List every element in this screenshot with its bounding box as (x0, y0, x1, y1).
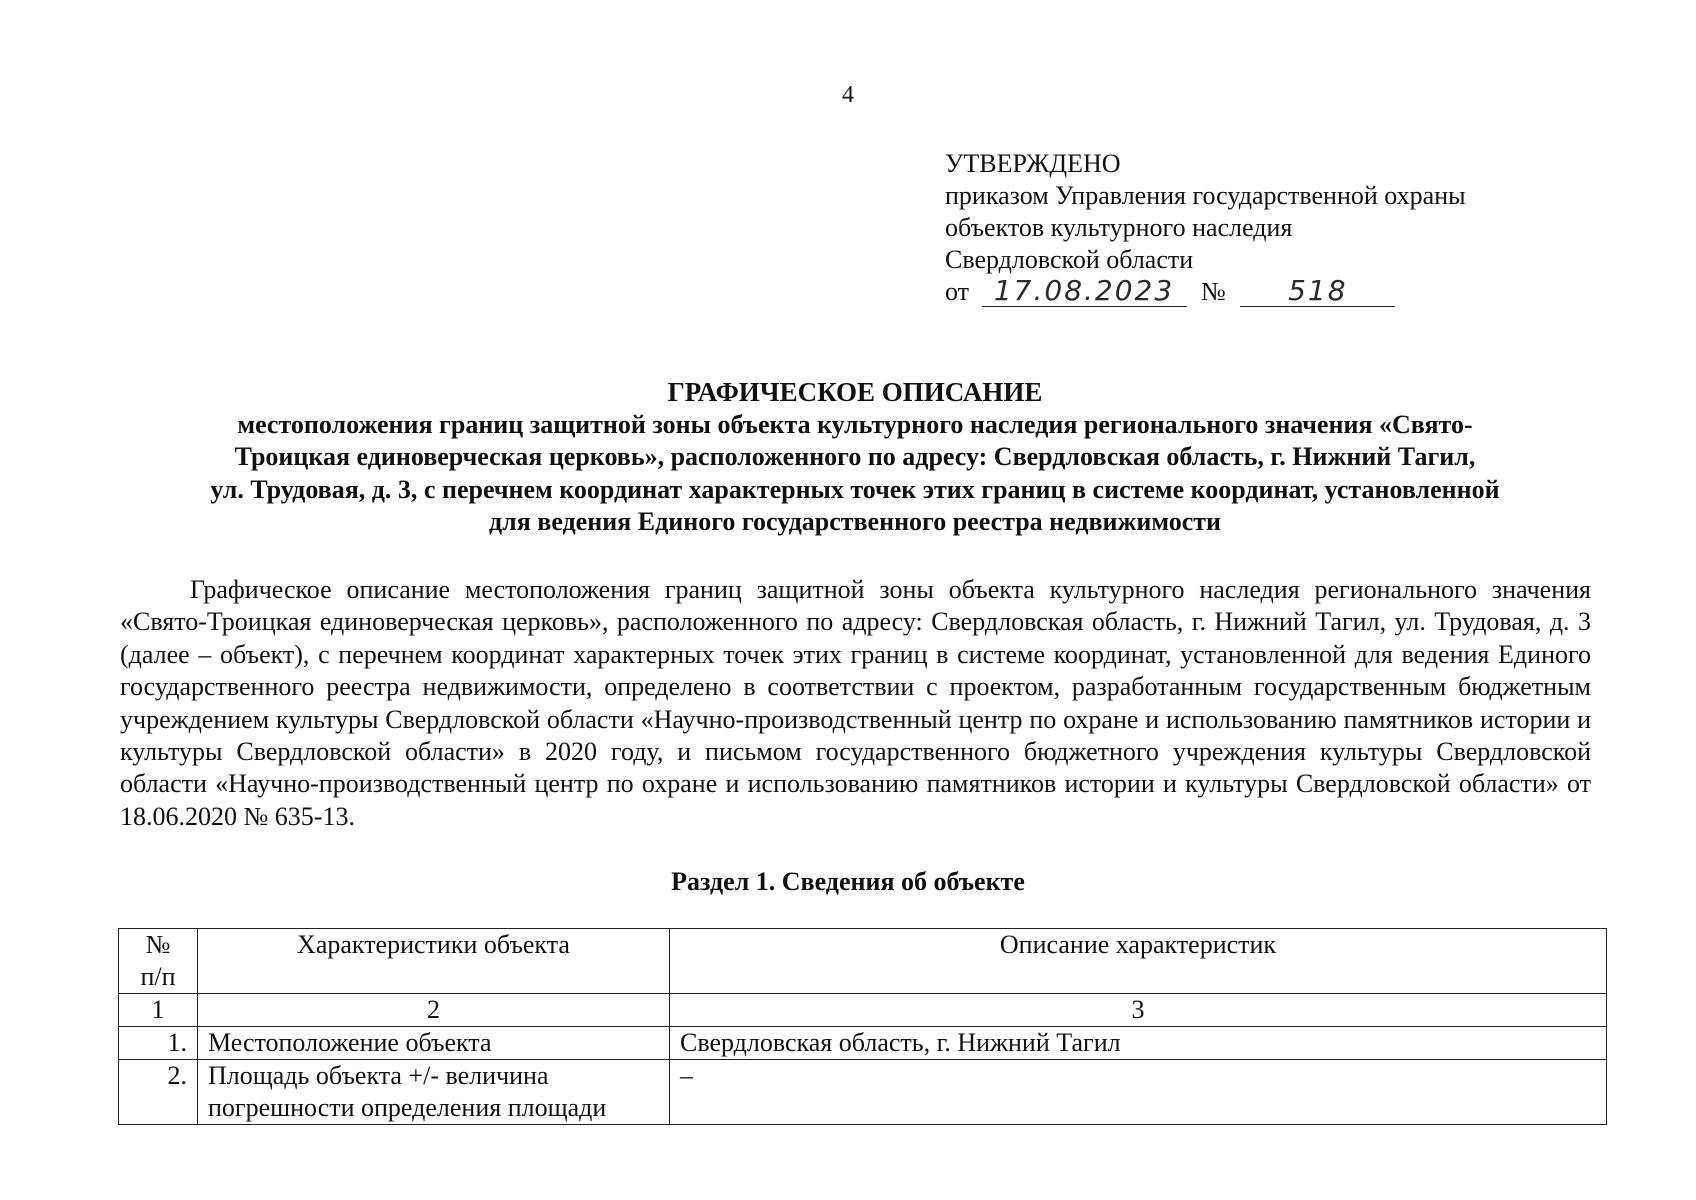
numbering-cell-2: 2 (198, 994, 670, 1027)
title-main: ГРАФИЧЕСКОЕ ОПИСАНИЕ (667, 377, 1043, 407)
approval-line-2: объектов культурного наследия (945, 213, 1293, 242)
table-row (119, 1060, 1607, 1125)
table-header-row (119, 929, 1607, 994)
header-cell-description: Описание характеристик (670, 929, 1607, 994)
title-line-3: ул. Трудовая, д. 3, с перечнем координат характерных точек этих границ в системе координат, установленной (210, 474, 1500, 504)
page-number: 4 (842, 82, 854, 108)
header-number-sign: № (145, 930, 171, 959)
approval-heading: УТВЕРЖДЕНО (945, 149, 1121, 178)
row-number: 1. (119, 1027, 198, 1060)
numbering-cell-3: 3 (670, 994, 1607, 1027)
row-description: Свердловская область, г. Нижний Тагил (670, 1027, 1607, 1060)
approval-line-1: приказом Управления государственной охраны (945, 181, 1466, 210)
numbering-cell-1: 1 (119, 994, 198, 1027)
approval-stamp (945, 148, 1466, 308)
row-number: 2. (119, 1060, 198, 1125)
handwritten-date: 17.08.2023 (982, 276, 1187, 307)
row-characteristic: Площадь объекта +/- величина погрешности определения площади (198, 1060, 670, 1125)
table-row (119, 1027, 1607, 1060)
title-line-2: Троицкая единоверческая церковь», расположенного по адресу: Свердловская область, г. Нижний Тагил, (234, 442, 1476, 471)
section-title: Раздел 1. Сведения об объекте (671, 867, 1025, 896)
title-line-1: местоположения границ защитной зоны объекта культурного наследия регионального значения «Свято- (237, 409, 1473, 439)
header-cell-number (119, 929, 198, 994)
table-numbering-row (119, 994, 1607, 1027)
number-label: № (1201, 277, 1226, 306)
title-line-4: для ведения Единого государственного реестра недвижимости (488, 507, 1221, 536)
handwritten-number: 518 (1240, 276, 1395, 307)
document-title (120, 376, 1590, 539)
object-info-table (118, 928, 1607, 1125)
row-description: – (670, 1060, 1607, 1125)
header-cell-characteristics: Характеристики объекта (198, 929, 670, 994)
row-characteristic: Местоположение объекта (198, 1027, 670, 1060)
approval-line-3: Свердловской области (945, 245, 1194, 274)
from-label: от (945, 277, 970, 306)
approval-date-number-row (945, 276, 1466, 308)
header-number-pp: п/п (140, 962, 176, 991)
body-paragraph: Графическое описание местоположения границ защитной зоны объекта культурного наследия регионального значения «Свято-Троицкая единоверческая церковь», расположенного по адресу: Свердловская область, г. Нижний Тагил, ул. Трудовая, д. 3 (далее – объект), с перечнем координат характерных точек этих границ в системе координат, установленной для ведения Единого государственного реестра недвижимости, определено в соответствии с проектом, разработанным государственным бюджетным учреждением культуры Свердловской области «Научно-производственный центр по охране и использованию памятников истории и культуры Свердловской области» в 2020 году, и письмом государственного бюджетного учреждения культуры Свердловской области «Научно-производственный центр по охране и использованию памятников истории и культуры Свердловской области» от 18.06.2020 № 635-13. (120, 575, 1591, 831)
